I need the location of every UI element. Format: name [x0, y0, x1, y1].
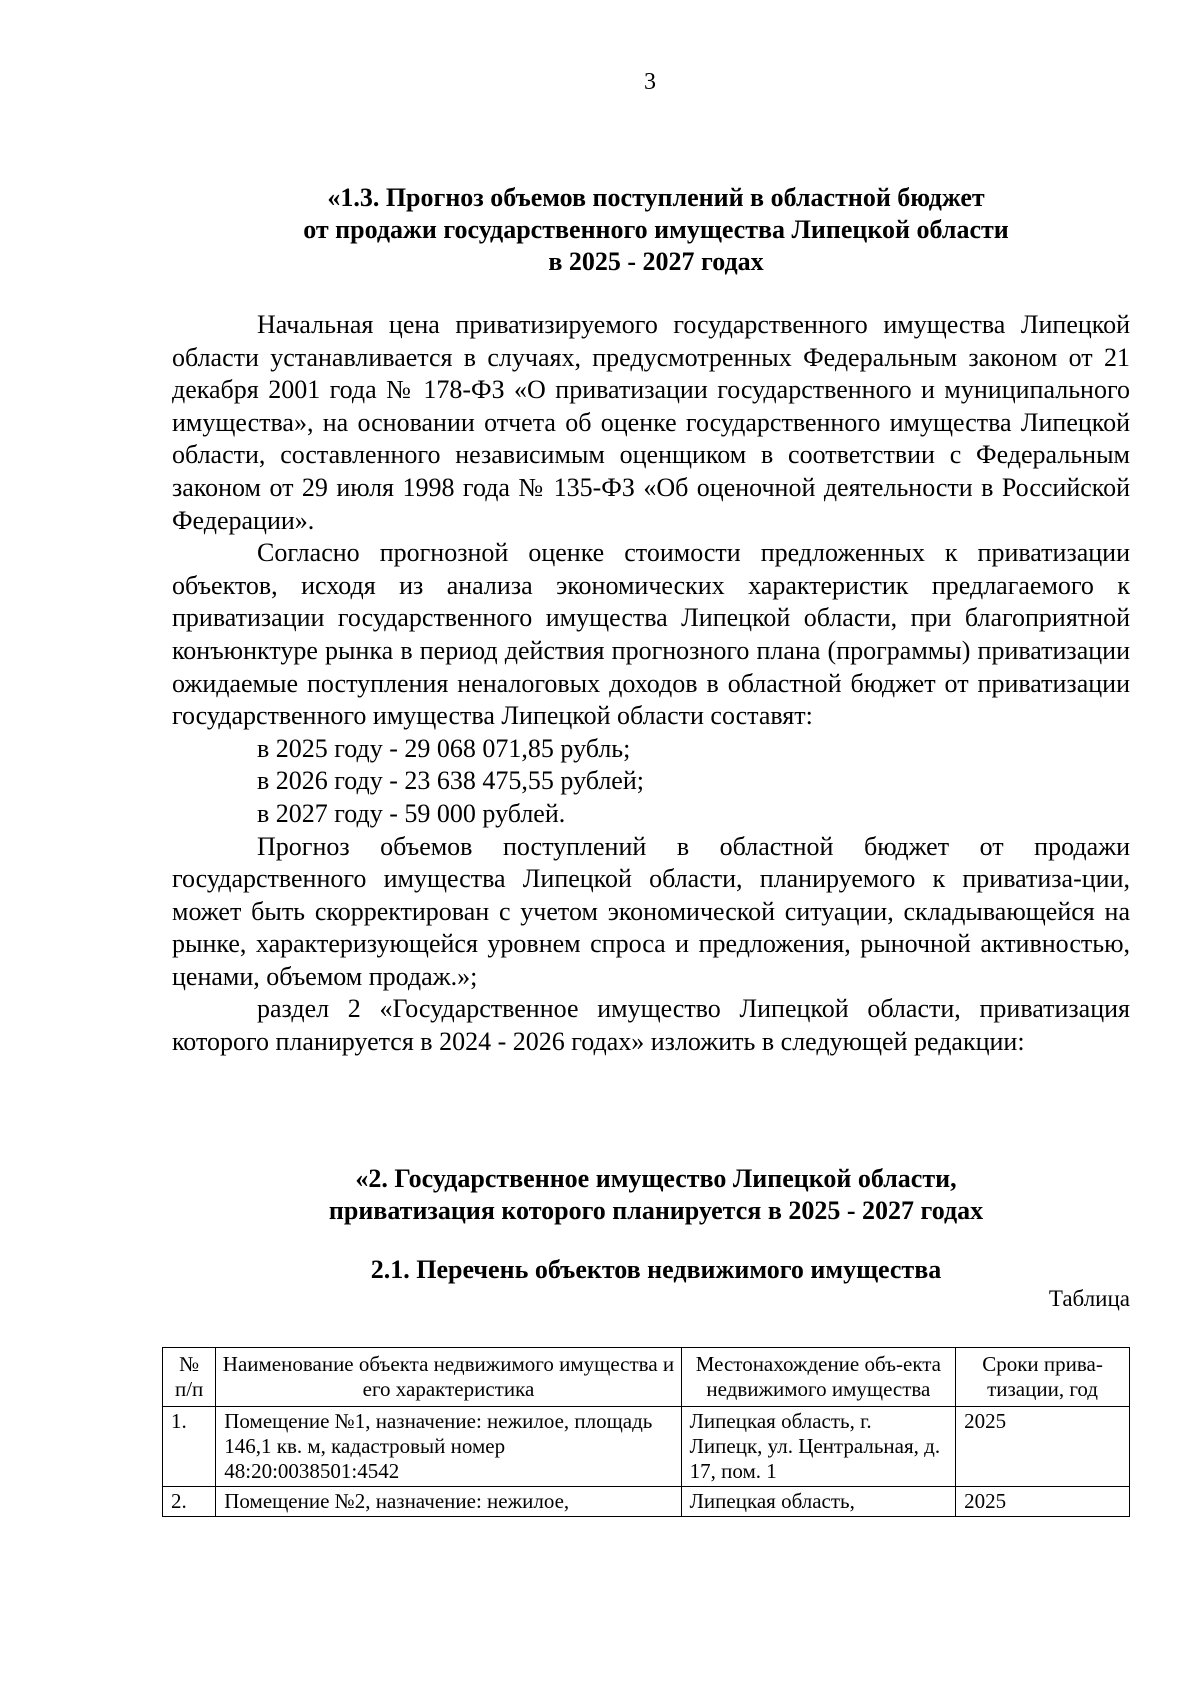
header-name: Наименование объекта недвижимого имущества и его характеристика [216, 1348, 681, 1407]
cell-number: 2. [163, 1487, 216, 1517]
header-location: Местонахождение объ-екта недвижимого имущества [681, 1348, 955, 1407]
section-1-3-title [172, 182, 1140, 278]
section-2-1-title [172, 1254, 1140, 1286]
cell-location: Липецкая область, г. Липецк, ул. Центральная, д. 17, пом. 1 [681, 1407, 955, 1487]
cell-term: 2025 [956, 1407, 1130, 1487]
cell-term: 2025 [956, 1487, 1130, 1517]
table-row [163, 1407, 1130, 1487]
title-line: «2. Государственное имущество Липецкой области, [355, 1164, 957, 1193]
cell-number: 1. [163, 1407, 216, 1487]
cell-name: Помещение №1, назначение: нежилое, площадь 146,1 кв. м, кадастровый номер 48:20:0038501:4542 [216, 1407, 681, 1487]
paragraph: Начальная цена приватизируемого государственного имущества Липецкой области устанавливается в случаях, предусмотренных Федеральным законом от 21 декабря 2001 года № 178-ФЗ «О приватизации государственного и муниципального имущества», на основании отчета об оценке государственного имущества Липецкой области, составленного независимым оценщиком в соответствии с Федеральным законом от 29 июля 1998 года № 135-ФЗ «Об оценочной деятельности в Российской Федерации». [172, 310, 1130, 535]
title-line: приватизация которого планируется в 2025 - 2027 годах [328, 1196, 984, 1225]
paragraph: раздел 2 «Государственное имущество Липецкой области, приватизация которого планируется в 2024 - 2026 годах» изложить в следующей редакции: [172, 994, 1130, 1057]
forecast-item-2026: в 2026 году - 23 638 475,55 рублей; [257, 766, 644, 796]
cell-name: Помещение №2, назначение: нежилое, [216, 1487, 681, 1517]
forecast-item-2025: в 2025 году - 29 068 071,85 рубль; [257, 733, 631, 763]
header-term: Сроки прива-тизации, год [956, 1348, 1130, 1407]
header-number: № п/п [163, 1348, 216, 1407]
paragraph: Согласно прогнозной оценке стоимости предложенных к приватизации объектов, исходя из анализа экономических характеристик предлагаемого к приватизации государственного имущества Липецкой области, при благоприятной конъюнктуре рынка в период действия прогнозного плана (программы) приватизации ожидаемые поступления неналоговых доходов в областной бюджет от приватизации государственного имущества Липецкой области составят: [172, 538, 1130, 731]
paragraph: Прогноз объемов поступлений в областной бюджет от продажи государственного имущества Липецкой области, планируемого к приватиза-ции, может быть скорректирован с учетом экономической ситуации, складывающейся на рынке, характеризующейся уровнем спроса и предложения, рыночной активностью, ценами, объемом продаж.»; [172, 831, 1130, 991]
title-line: «1.3. Прогноз объемов поступлений в областной бюджет [327, 183, 985, 212]
section-1-3-body [172, 309, 1130, 1059]
page-number: 3 [644, 69, 656, 95]
table-header-row [163, 1348, 1130, 1407]
property-table [162, 1347, 1130, 1517]
cell-location: Липецкая область, [681, 1487, 955, 1517]
title-line: 2.1. Перечень объектов недвижимого имущества [370, 1255, 942, 1284]
title-line: в 2025 - 2027 годах [548, 247, 764, 276]
title-line: от продажи государственного имущества Липецкой области [303, 215, 1009, 244]
table-label: Таблица [1048, 1286, 1130, 1311]
table-row [163, 1487, 1130, 1517]
section-2-title [172, 1163, 1140, 1227]
forecast-item-2027: в 2027 году - 59 000 рублей. [257, 798, 566, 828]
